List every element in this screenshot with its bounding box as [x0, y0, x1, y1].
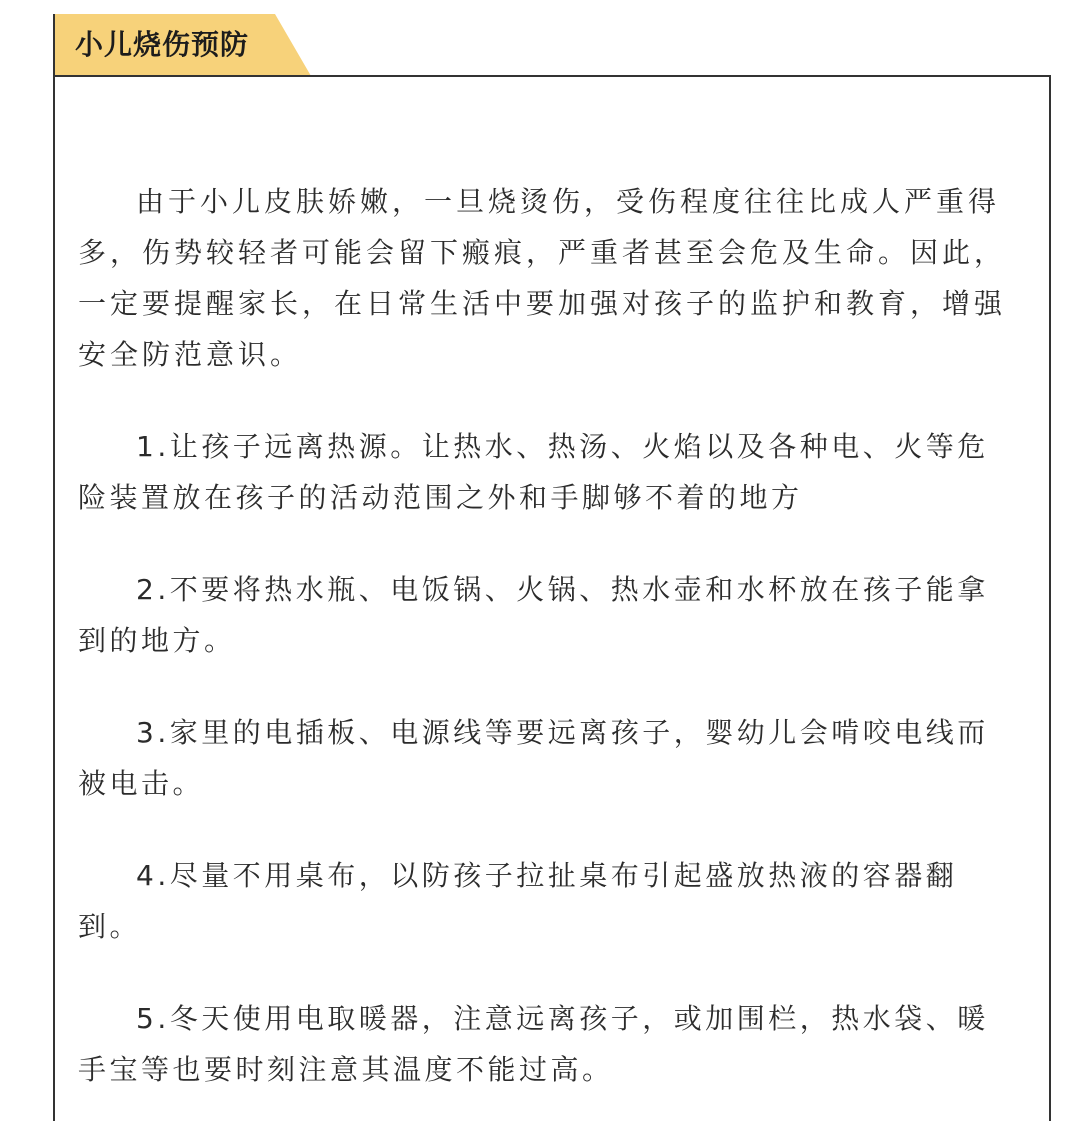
- intro-paragraph: 由于小儿皮肤娇嫩，一旦烧烫伤，受伤程度往往比成人严重得多，伤势较轻者可能会留下瘢痕，严重者甚至会危及生命。因此，一定要提醒家长，在日常生活中要加强对孩子的监护和教育，增强安全防范意识。: [78, 185, 1007, 371]
- tip-item-5: 5.冬天使用电取暖器，注意远离孩子，或加围栏，热水袋、暖手宝等也要时刻注意其温度不能过高。: [78, 1002, 989, 1086]
- article-body: [78, 176, 1014, 1121]
- page-title: 小儿烧伤预防: [75, 28, 250, 61]
- title-tab: [53, 14, 311, 76]
- tip-item-3: 3.家里的电插板、电源线等要远离孩子，婴幼儿会啃咬电线而被电击。: [78, 716, 989, 800]
- section-header: [53, 14, 1053, 76]
- tip-item-2: 2.不要将热水瓶、电饭锅、火锅、热水壶和水杯放在孩子能拿到的地方。: [78, 573, 989, 657]
- tip-item-4: 4.尽量不用桌布，以防孩子拉扯桌布引起盛放热液的容器翻到。: [78, 859, 958, 943]
- tip-item-1: 1.让孩子远离热源。让热水、热汤、火焰以及各种电、火等危险装置放在孩子的活动范围之外和手脚够不着的地方: [78, 430, 989, 514]
